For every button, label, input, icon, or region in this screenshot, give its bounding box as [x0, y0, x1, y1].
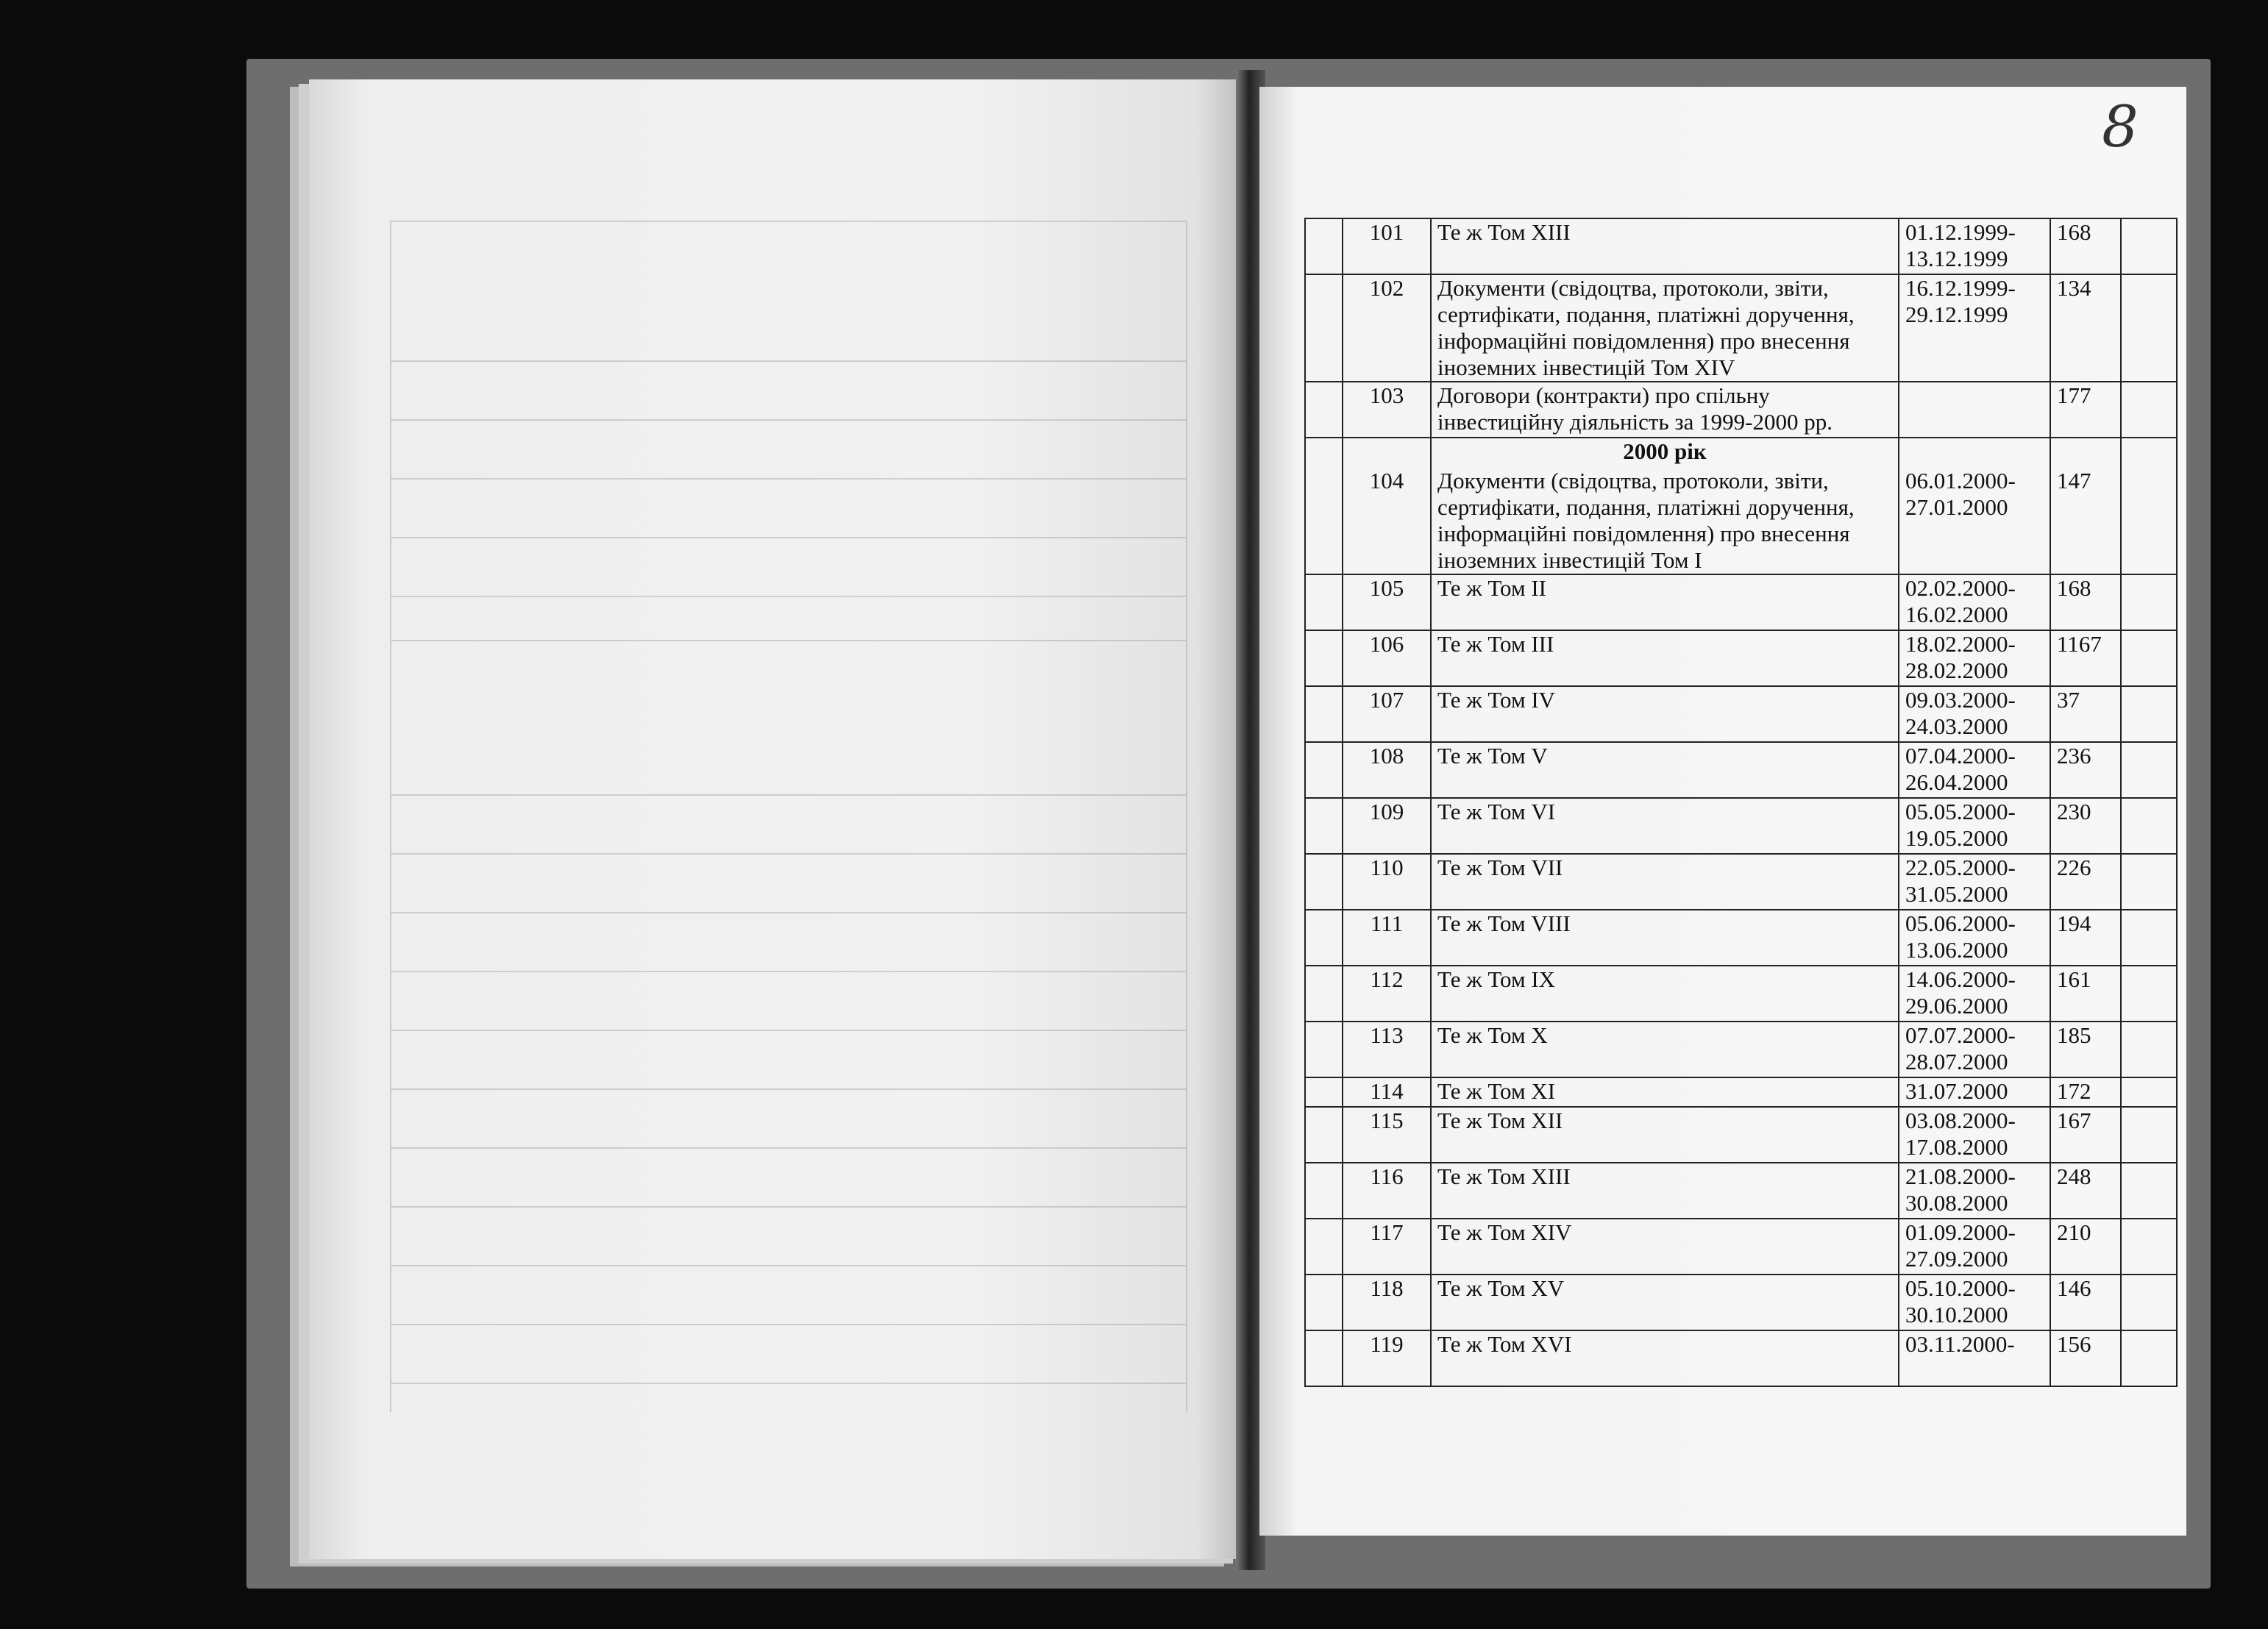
- item-number: 103: [1343, 382, 1431, 438]
- item-dates: 14.06.2000- 29.06.2000: [1899, 966, 2050, 1022]
- item-number: 114: [1343, 1077, 1431, 1107]
- item-number: 119: [1343, 1330, 1431, 1386]
- item-title-text: Документи (свідоцтва, протоколи, звіти, сертифікати, подання, платіжні доручення, інформаційні повідомлення) про внесення іноземних інвестицій Том XIV: [1437, 275, 1855, 380]
- item-title: [1431, 1330, 1899, 1386]
- table-row: [1305, 274, 2177, 382]
- margin-cell: [1305, 218, 1343, 274]
- notes-cell: [2121, 382, 2177, 438]
- item-title-text: Те ж Том VI: [1437, 799, 1556, 824]
- notes-cell: [2121, 1107, 2177, 1163]
- notes-cell: [2121, 630, 2177, 686]
- item-title: [1431, 218, 1899, 274]
- item-title: [1431, 1275, 1899, 1330]
- item-dates: 05.06.2000- 13.06.2000: [1899, 910, 2050, 966]
- item-sheet-count: 147: [2050, 438, 2121, 574]
- item-sheet-count: 185: [2050, 1022, 2121, 1077]
- item-title-text: Те ж Том XII: [1437, 1108, 1563, 1133]
- item-number: 108: [1343, 742, 1431, 798]
- table-row: [1305, 1107, 2177, 1163]
- item-number: 116: [1343, 1163, 1431, 1219]
- item-title-text: Те ж Том II: [1437, 575, 1546, 601]
- item-title-text: Те ж Том XVI: [1437, 1331, 1572, 1357]
- item-dates: [1899, 382, 2050, 438]
- notes-cell: [2121, 438, 2177, 574]
- notes-cell: [2121, 1219, 2177, 1275]
- item-dates: 01.12.1999- 13.12.1999: [1899, 218, 2050, 274]
- item-sheet-count: 236: [2050, 742, 2121, 798]
- item-number: 113: [1343, 1022, 1431, 1077]
- page-number: 8: [2102, 94, 2139, 160]
- item-sheet-count: 168: [2050, 218, 2121, 274]
- item-title: [1431, 630, 1899, 686]
- item-dates: 16.12.1999- 29.12.1999: [1899, 274, 2050, 382]
- item-sheet-count: 177: [2050, 382, 2121, 438]
- notes-cell: [2121, 966, 2177, 1022]
- item-title-text: Те ж Том IV: [1437, 687, 1556, 713]
- notes-cell: [2121, 574, 2177, 630]
- item-number: 102: [1343, 274, 1431, 382]
- item-title: [1431, 1077, 1899, 1107]
- margin-cell: [1305, 630, 1343, 686]
- item-number: 117: [1343, 1219, 1431, 1275]
- item-sheet-count: 172: [2050, 1077, 2121, 1107]
- table-row: [1305, 1330, 2177, 1386]
- item-title-text: Те ж Том XI: [1437, 1078, 1556, 1104]
- item-title: [1431, 742, 1899, 798]
- item-dates: 05.05.2000- 19.05.2000: [1899, 798, 2050, 854]
- notes-cell: [2121, 742, 2177, 798]
- table-row: [1305, 630, 2177, 686]
- item-sheet-count: 146: [2050, 1275, 2121, 1330]
- table-row: [1305, 1163, 2177, 1219]
- item-sheet-count: 134: [2050, 274, 2121, 382]
- table-row: [1305, 854, 2177, 910]
- item-dates: 18.02.2000- 28.02.2000: [1899, 630, 2050, 686]
- table-row: [1305, 218, 2177, 274]
- item-dates: 31.07.2000: [1899, 1077, 2050, 1107]
- margin-cell: [1305, 438, 1343, 574]
- table-row: [1305, 910, 2177, 966]
- item-dates: 03.11.2000-: [1899, 1330, 2050, 1386]
- item-dates: 02.02.2000- 16.02.2000: [1899, 574, 2050, 630]
- notes-cell: [2121, 798, 2177, 854]
- notes-cell: [2121, 1022, 2177, 1077]
- item-dates: 21.08.2000- 30.08.2000: [1899, 1163, 2050, 1219]
- item-sheet-count: 167: [2050, 1107, 2121, 1163]
- item-title-text: Те ж Том III: [1437, 631, 1554, 657]
- margin-cell: [1305, 686, 1343, 742]
- margin-cell: [1305, 382, 1343, 438]
- margin-cell: [1305, 854, 1343, 910]
- item-sheet-count: 226: [2050, 854, 2121, 910]
- margin-cell: [1305, 1163, 1343, 1219]
- item-sheet-count: 230: [2050, 798, 2121, 854]
- item-title-text: Те ж Том V: [1437, 743, 1548, 769]
- register-table: [1304, 218, 2178, 1387]
- table-row: [1305, 798, 2177, 854]
- left-page-bleed-through: [390, 221, 1187, 1412]
- item-title: [1431, 910, 1899, 966]
- item-number: 110: [1343, 854, 1431, 910]
- item-dates: 07.07.2000- 28.07.2000: [1899, 1022, 2050, 1077]
- notes-cell: [2121, 1077, 2177, 1107]
- item-title: [1431, 686, 1899, 742]
- item-title-text: Те ж Том VIII: [1437, 910, 1571, 936]
- item-dates: 07.04.2000- 26.04.2000: [1899, 742, 2050, 798]
- item-title-text: Те ж Том XIII: [1437, 1163, 1571, 1189]
- notes-cell: [2121, 686, 2177, 742]
- item-dates: 03.08.2000- 17.08.2000: [1899, 1107, 2050, 1163]
- margin-cell: [1305, 1330, 1343, 1386]
- item-sheet-count: 156: [2050, 1330, 2121, 1386]
- item-title-text: Те ж Том IX: [1437, 966, 1556, 992]
- item-title: [1431, 1022, 1899, 1077]
- table-row: [1305, 1275, 2177, 1330]
- item-sheet-count: 1167: [2050, 630, 2121, 686]
- item-number: 109: [1343, 798, 1431, 854]
- item-title: [1431, 1219, 1899, 1275]
- item-title: [1431, 966, 1899, 1022]
- notes-cell: [2121, 1275, 2177, 1330]
- item-number: 101: [1343, 218, 1431, 274]
- item-title: [1431, 1107, 1899, 1163]
- item-title: [1431, 1163, 1899, 1219]
- item-dates: 22.05.2000- 31.05.2000: [1899, 854, 2050, 910]
- margin-cell: [1305, 1077, 1343, 1107]
- item-number: 106: [1343, 630, 1431, 686]
- table-row: [1305, 742, 2177, 798]
- item-title: [1431, 854, 1899, 910]
- item-title: [1431, 798, 1899, 854]
- item-title: [1431, 438, 1899, 574]
- item-title-text: Те ж Том X: [1437, 1022, 1548, 1048]
- table-row: [1305, 382, 2177, 438]
- item-title-text: Документи (свідоцтва, протоколи, звіти, сертифікати, подання, платіжні доручення, інформаційні повідомлення) про внесення іноземних інвестицій Том I: [1437, 468, 1855, 573]
- table-row: [1305, 1022, 2177, 1077]
- margin-cell: [1305, 1022, 1343, 1077]
- item-sheet-count: 210: [2050, 1219, 2121, 1275]
- item-sheet-count: 37: [2050, 686, 2121, 742]
- notes-cell: [2121, 274, 2177, 382]
- notes-cell: [2121, 910, 2177, 966]
- notes-cell: [2121, 854, 2177, 910]
- item-number: 111: [1343, 910, 1431, 966]
- table-row: [1305, 966, 2177, 1022]
- item-dates: 05.10.2000- 30.10.2000: [1899, 1275, 2050, 1330]
- margin-cell: [1305, 1107, 1343, 1163]
- item-number: 112: [1343, 966, 1431, 1022]
- table-row: [1305, 1077, 2177, 1107]
- item-title-text: Договори (контракти) про спільну інвестиційну діяльність за 1999-2000 рр.: [1437, 382, 1832, 435]
- table-row: [1305, 438, 2177, 574]
- item-sheet-count: 248: [2050, 1163, 2121, 1219]
- notes-cell: [2121, 1330, 2177, 1386]
- item-title-text: Те ж Том XIII: [1437, 219, 1571, 245]
- item-number: 118: [1343, 1275, 1431, 1330]
- table-row: [1305, 686, 2177, 742]
- item-sheet-count: 168: [2050, 574, 2121, 630]
- item-dates: 09.03.2000- 24.03.2000: [1899, 686, 2050, 742]
- margin-cell: [1305, 574, 1343, 630]
- item-title: [1431, 274, 1899, 382]
- item-title-text: Те ж Том XV: [1437, 1275, 1565, 1301]
- item-title: [1431, 574, 1899, 630]
- margin-cell: [1305, 742, 1343, 798]
- margin-cell: [1305, 966, 1343, 1022]
- item-number: 105: [1343, 574, 1431, 630]
- table-row: [1305, 1219, 2177, 1275]
- item-number: 104: [1343, 438, 1431, 574]
- margin-cell: [1305, 1219, 1343, 1275]
- margin-cell: [1305, 910, 1343, 966]
- margin-cell: [1305, 798, 1343, 854]
- margin-cell: [1305, 274, 1343, 382]
- item-title: [1431, 382, 1899, 438]
- margin-cell: [1305, 1275, 1343, 1330]
- table-row: [1305, 574, 2177, 630]
- notes-cell: [2121, 1163, 2177, 1219]
- item-dates: 06.01.2000- 27.01.2000: [1899, 438, 2050, 574]
- item-title-text: Те ж Том XIV: [1437, 1219, 1572, 1245]
- year-heading: 2000 рік: [1623, 438, 1707, 464]
- item-dates: 01.09.2000- 27.09.2000: [1899, 1219, 2050, 1275]
- item-number: 115: [1343, 1107, 1431, 1163]
- item-title-text: Те ж Том VII: [1437, 855, 1563, 880]
- item-number: 107: [1343, 686, 1431, 742]
- item-sheet-count: 161: [2050, 966, 2121, 1022]
- notes-cell: [2121, 218, 2177, 274]
- item-sheet-count: 194: [2050, 910, 2121, 966]
